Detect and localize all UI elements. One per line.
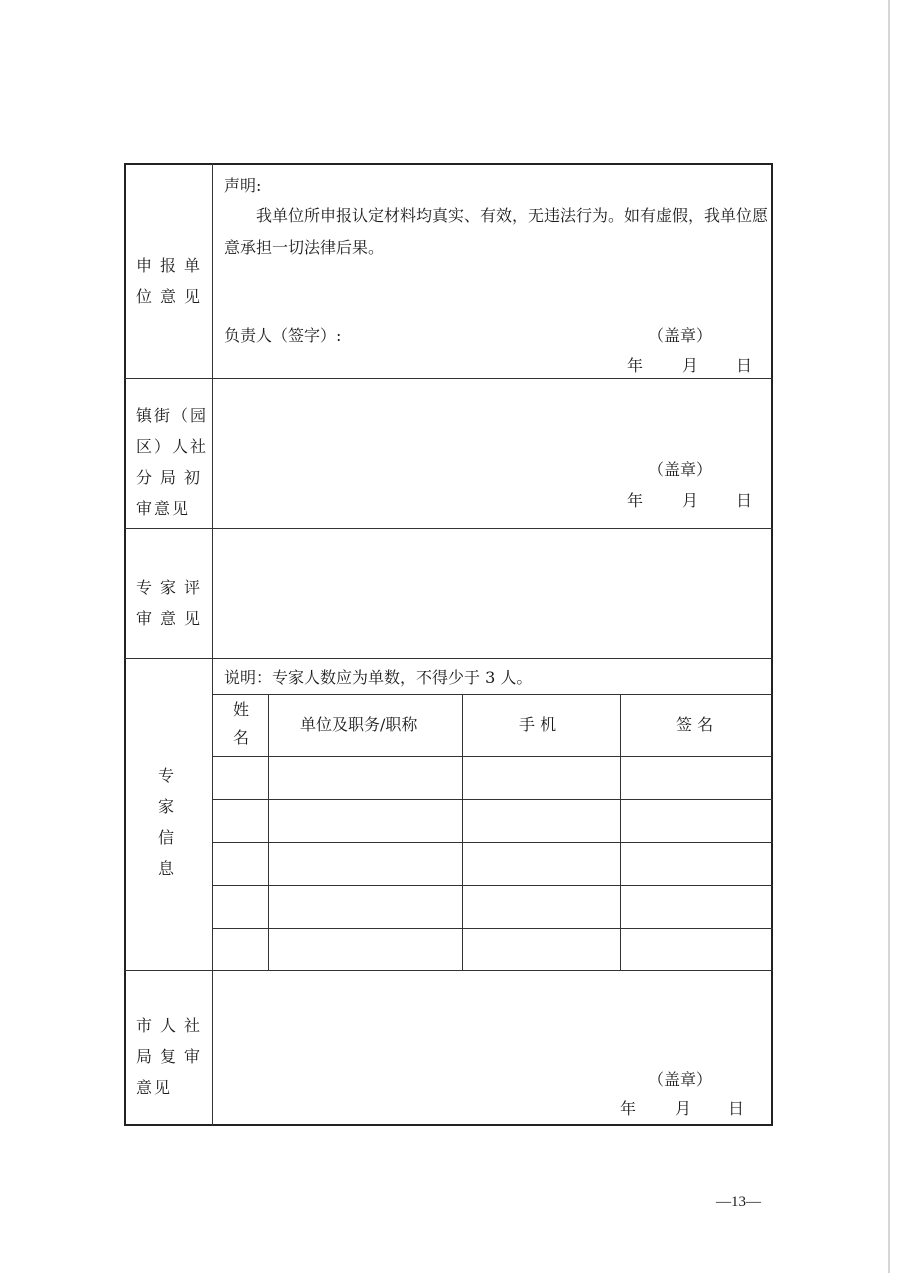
page-edge (888, 0, 890, 1273)
col-header-phone: 手 机 (519, 715, 557, 734)
row-label-district-review: 镇街（园 区）人社 分局初 审意见 (136, 406, 209, 518)
row-label-expert-review: 专家评 审意见 (136, 578, 209, 628)
col-header-unit-title: 单位及职务/职称 (300, 715, 418, 734)
col-header-name: 姓 (233, 700, 250, 719)
date-year: 年 (620, 1099, 637, 1118)
table-row (212, 928, 773, 929)
date-day: 日 (736, 491, 753, 510)
row-label-city-review: 市人社 局复审 意见 (136, 1016, 209, 1097)
expert-note: 说明：专家人数应为单数，不得少于 3 人。 (224, 668, 533, 687)
row-label-applicant: 申报单 位意见 (136, 256, 209, 306)
label-column-divider (212, 163, 213, 1126)
date-month: 月 (675, 1099, 692, 1118)
row-divider (124, 658, 773, 659)
seal-label: （盖章） (648, 326, 713, 345)
date-month: 月 (682, 356, 699, 375)
declaration-text: 我单位所申报认定材料均真实、有效，无违法行为。如有虚假，我单位愿意承担一切法律后果。 (224, 206, 769, 257)
date-year: 年 (627, 491, 644, 510)
declaration-title: 声明: (224, 176, 262, 195)
subtable-top (212, 694, 773, 695)
row-divider (124, 528, 773, 529)
table-row (212, 885, 773, 886)
table-row (212, 799, 773, 800)
date-month: 月 (682, 491, 699, 510)
date-day: 日 (736, 356, 753, 375)
subtable-header-divider (212, 756, 773, 757)
col-header-name: 名 (233, 728, 250, 747)
date-day: 日 (728, 1099, 745, 1118)
signer-label: 负责人（签字）: (224, 326, 342, 345)
col-header-signature: 签 名 (676, 715, 714, 734)
row-label-expert-info: 专 家 信 息 (158, 766, 175, 878)
seal-label: （盖章） (648, 1070, 713, 1089)
page-number: —13— (716, 1194, 761, 1210)
row-divider (124, 970, 773, 971)
date-year: 年 (627, 356, 644, 375)
row-divider (124, 378, 773, 379)
seal-label: （盖章） (648, 460, 713, 479)
table-row (212, 842, 773, 843)
form-table (124, 163, 773, 1126)
